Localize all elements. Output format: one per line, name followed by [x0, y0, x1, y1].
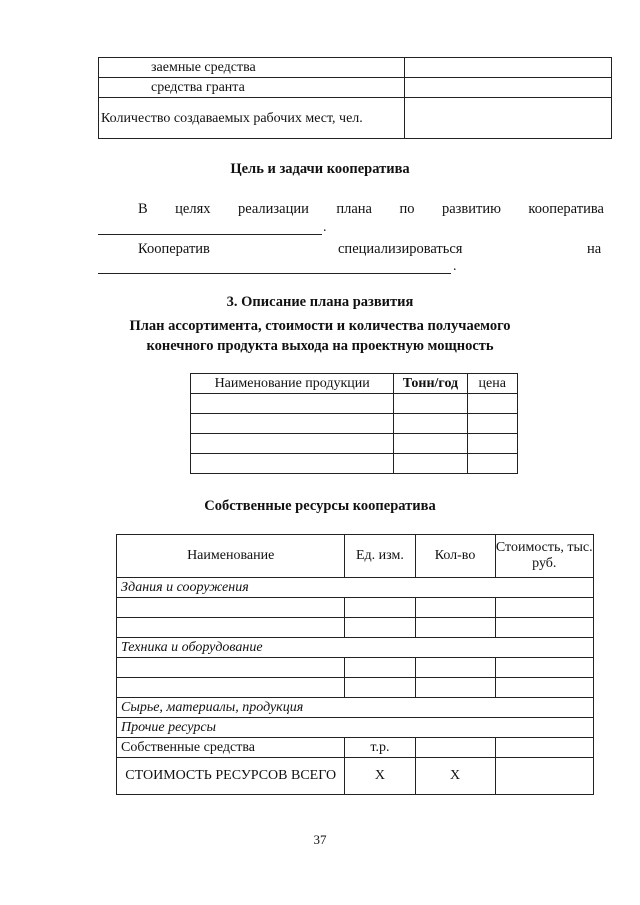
cell[interactable] — [345, 658, 415, 678]
cell[interactable] — [117, 658, 345, 678]
cell[interactable] — [415, 598, 495, 618]
section-buildings: Здания и сооружения — [117, 578, 594, 598]
word: реализации — [238, 201, 309, 217]
row-value — [404, 98, 611, 139]
cell[interactable] — [495, 678, 593, 698]
resources-table — [116, 534, 594, 795]
cell[interactable] — [191, 394, 394, 414]
table-row — [191, 414, 518, 434]
line-end: . — [453, 259, 457, 274]
plan-subtitle-1: План ассортимента, стоимости и количества получаемого — [129, 318, 511, 334]
cell[interactable] — [467, 394, 518, 414]
cell[interactable] — [467, 454, 518, 474]
section-row — [117, 698, 594, 718]
cell[interactable] — [345, 618, 415, 638]
cell[interactable] — [191, 434, 394, 454]
cell[interactable] — [191, 454, 394, 474]
row-label: средства гранта — [99, 78, 405, 98]
cell[interactable] — [495, 658, 593, 678]
cell[interactable] — [415, 618, 495, 638]
products-table — [190, 373, 518, 474]
cell[interactable] — [415, 658, 495, 678]
goal-line-1 — [138, 201, 604, 218]
header-name: Наименование — [117, 535, 345, 578]
cell[interactable] — [394, 454, 467, 474]
cell[interactable] — [345, 678, 415, 698]
total-label: СТОИМОСТЬ РЕСУРСОВ ВСЕГО — [117, 758, 345, 795]
cell[interactable] — [495, 618, 593, 638]
table-header-row — [191, 374, 518, 394]
word: целях — [175, 201, 211, 217]
section-equipment: Техника и оборудование — [117, 638, 594, 658]
cell[interactable] — [495, 738, 593, 758]
cell[interactable] — [467, 434, 518, 454]
row-label: Количество создаваемых рабочих мест, чел. — [99, 98, 405, 139]
table-row — [99, 58, 612, 78]
table-row — [191, 394, 518, 414]
funding-table — [98, 57, 612, 139]
table-row — [99, 98, 612, 139]
header-unit: Ед. изм. — [345, 535, 415, 578]
cell[interactable] — [117, 678, 345, 698]
word: кооператива — [528, 201, 604, 217]
total-row — [117, 758, 594, 795]
row-value — [404, 78, 611, 98]
cell[interactable] — [191, 414, 394, 434]
section-other: Прочие ресурсы — [117, 718, 594, 738]
cell[interactable] — [345, 598, 415, 618]
cell[interactable] — [415, 678, 495, 698]
cell[interactable] — [467, 414, 518, 434]
goal-heading: Цель и задачи кооператива — [230, 161, 410, 177]
table-row — [99, 78, 612, 98]
table-row — [191, 434, 518, 454]
own-funds-label: Собственные средства — [117, 738, 345, 758]
total-unit: Х — [345, 758, 415, 795]
word: специализироваться — [338, 241, 463, 257]
section-materials: Сырье, материалы, продукция — [117, 698, 594, 718]
total-qty: Х — [415, 758, 495, 795]
table-row — [117, 618, 594, 638]
section-row — [117, 638, 594, 658]
fill-in-line[interactable] — [98, 273, 451, 274]
cell[interactable] — [394, 394, 467, 414]
row-label: заемные средства — [99, 58, 405, 78]
word: плана — [336, 201, 372, 217]
cell[interactable] — [415, 738, 495, 758]
word: развитию — [441, 201, 501, 217]
own-funds-unit: т.р. — [345, 738, 415, 758]
resources-heading: Собственные ресурсы кооператива — [204, 498, 436, 514]
cell[interactable] — [495, 758, 593, 795]
table-row — [117, 738, 594, 758]
cell[interactable] — [117, 618, 345, 638]
word: Кооператив — [138, 241, 210, 257]
section-row — [117, 718, 594, 738]
table-header-row — [117, 535, 594, 578]
line-end: . — [323, 220, 327, 235]
plan-heading: 3. Описание плана развития — [226, 294, 414, 310]
word: В — [138, 201, 148, 217]
header-cost: Стоимость, тыс. руб. — [495, 535, 593, 578]
cell[interactable] — [117, 598, 345, 618]
word: на — [587, 241, 602, 257]
cell[interactable] — [394, 414, 467, 434]
header-price: цена — [467, 374, 518, 394]
table-row — [191, 454, 518, 474]
section-row — [117, 578, 594, 598]
cell[interactable] — [495, 598, 593, 618]
plan-subtitle-2: конечного продукта выхода на проектную мощность — [146, 338, 494, 354]
table-row — [117, 658, 594, 678]
header-quantity: Кол-во — [415, 535, 495, 578]
cell[interactable] — [394, 434, 467, 454]
fill-in-line[interactable] — [98, 234, 322, 235]
page-number: 37 — [313, 832, 327, 847]
table-row — [117, 598, 594, 618]
row-value — [404, 58, 611, 78]
header-tons-per-year: Тонн/год — [394, 374, 467, 394]
table-row — [117, 678, 594, 698]
header-product-name: Наименование продукции — [191, 374, 394, 394]
word: по — [399, 201, 415, 217]
